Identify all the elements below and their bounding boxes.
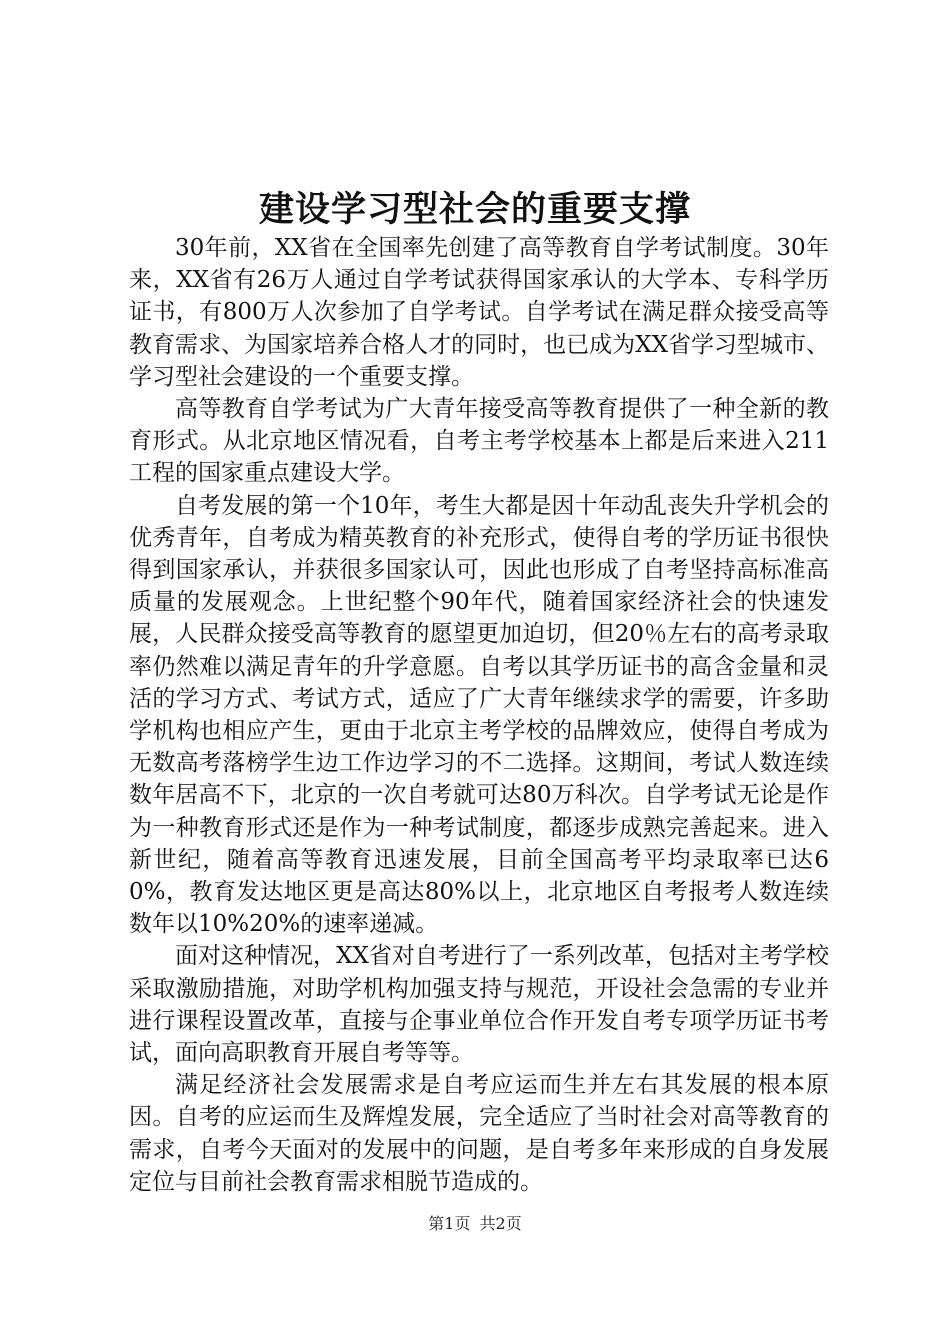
- paragraph-2: 高等教育自学考试为广大青年接受高等教育提供了一种全新的教育形式。从北京地区情况看，自考主考学校基本上都是后来进入211工程的国家重点建设大学。: [129, 396, 829, 487]
- paragraph-3: 自考发展的第一个10年，考生大都是因十年动乱丧失升学机会的优秀青年，自考成为精英教育的补充形式，使得自考的学历证书很快得到国家承认，并获很多国家认可，因此也形成了自考坚持高标准高质量的发展观念。上世纪整个90年代，随着国家经济社会的快速发展，人民群众接受高等教育的愿望更加迫切，但20％左右的高考录取率仍然难以满足青年的升学意愿。自考以其学历证书的高含金量和灵活的学习方式、考试方式，适应了广大青年继续求学的需要，许多助学机构也相应产生，更由于北京主考学校的品牌效应，使得自考成为无数高考落榜学生边工作边学习的不二选择。这期间，考试人数连续数年居高不下，北京的一次自考就可达80万科次。自学考试无论是作为一种教育形式还是作为一种考试制度，都逐步成熟完善起来。进入新世纪，随着高等教育迅速发展，目前全国高考平均录取率已达60%，教育发达地区更是高达80%以上，北京地区自考报考人数连续数年以10%20%的速率递减。: [129, 492, 829, 938]
- document-title: 建设学习型社会的重要支撑: [258, 189, 691, 230]
- paragraph-4: 面对这种情况，XX省对自考进行了一系列改革，包括对主考学校采取激励措施，对助学机构加强支持与规范，开设社会急需的专业并进行课程设置改革，直接与企事业单位合作开发自考专项学历证书考试，面向高职教育开展自考等等。: [129, 943, 829, 1067]
- page-footer: [0, 1214, 950, 1234]
- document-body: [129, 232, 829, 1198]
- paragraph-5: 满足经济社会发展需求是自考应运而生并左右其发展的根本原因。自考的应运而生及辉煌发展，完全适应了当时社会对高等教育的需求，自考今天面对的发展中的问题，是自考多年来形成的自身发展定位与目前社会教育需求相脱节造成的。: [129, 1072, 829, 1195]
- paragraph-1: 30年前，XX省在全国率先创建了高等教育自学考试制度。30年来，XX省有26万人通过自学考试获得国家承认的大学本、专科学历证书，有800万人次参加了自学考试。自学考试在满足群众接受高等教育需求、为国家培养合格人才的同时，也已成为XX省学习型城市、学习型社会建设的一个重要支撑。: [129, 235, 829, 390]
- page-number: 第1页: [428, 1214, 471, 1233]
- page-total: 共2页: [479, 1214, 522, 1233]
